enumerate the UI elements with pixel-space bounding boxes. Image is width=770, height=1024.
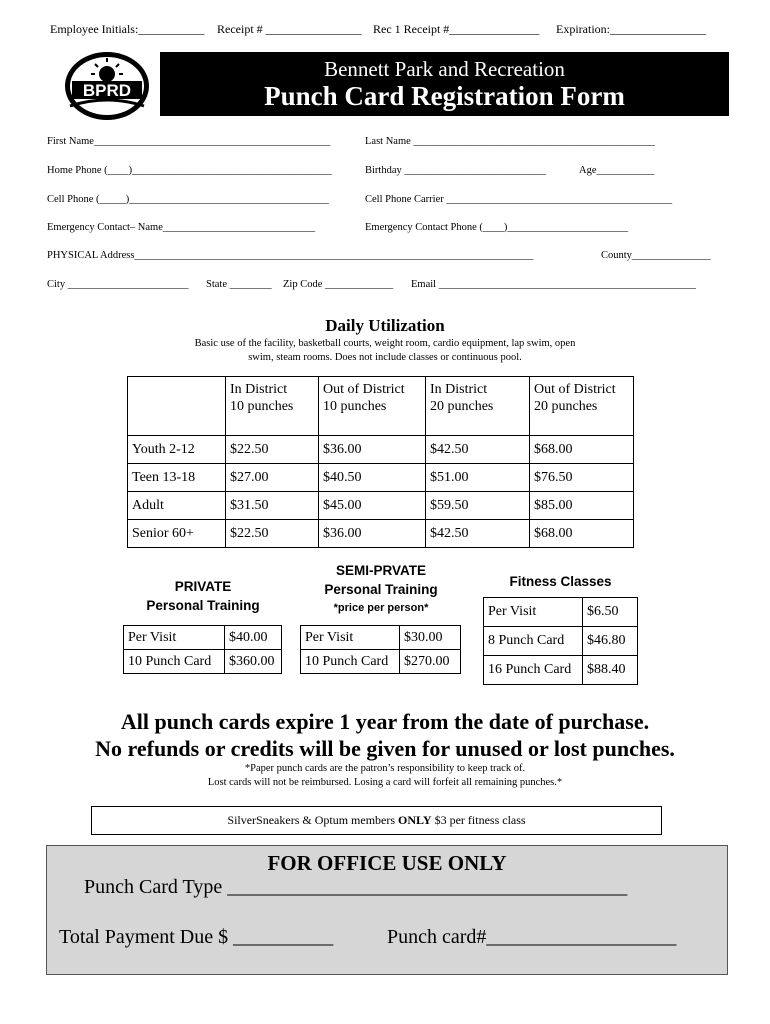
punch-card-type-field[interactable]: Punch Card Type ________________________________________ (84, 876, 628, 898)
row-label: 8 Punch Card (484, 627, 583, 656)
daily-desc-line1: Basic use of the facility, basketball courts, weight room, cardio equipment, lap swim, open (194, 338, 576, 349)
office-use-box (46, 845, 728, 975)
price-cell: $31.50 (226, 492, 319, 520)
price-cell: $36.00 (319, 520, 426, 548)
price-cell: $46.80 (583, 627, 638, 656)
silversneakers-price: $3 per fitness class (431, 813, 526, 827)
private-price-table (123, 625, 282, 674)
last-name-field[interactable]: Last Name ______________________________________________ (365, 136, 655, 147)
price-cell: $88.40 (583, 656, 638, 685)
home-phone-field[interactable]: Home Phone (____)______________________________________ (47, 165, 332, 176)
table-header-row (128, 377, 634, 436)
header-cell: Out of District 10 punches (319, 377, 426, 436)
price-cell: $22.50 (226, 520, 319, 548)
price-cell: $36.00 (319, 436, 426, 464)
price-cell: $30.00 (400, 626, 461, 650)
county-field[interactable]: County_______________ (601, 250, 711, 261)
row-label: Youth 2-12 (128, 436, 226, 464)
semi-private-title (300, 561, 462, 618)
table-row (484, 627, 638, 656)
refund-policy: No refunds or credits will be given for unused or lost punches. (95, 736, 675, 761)
price-cell: $6.50 (583, 598, 638, 627)
row-label: 10 Punch Card (301, 650, 400, 674)
price-cell: $45.00 (319, 492, 426, 520)
private-title-line1: PRIVATE (174, 579, 232, 594)
price-cell: $59.50 (426, 492, 530, 520)
daily-description (0, 337, 770, 365)
semi-title-line1: SEMI-PRVATE (335, 563, 426, 578)
price-cell: $68.00 (530, 520, 634, 548)
silversneakers-box (91, 806, 662, 835)
table-row (124, 626, 282, 650)
daily-utilization-table (127, 376, 634, 548)
private-title (123, 577, 283, 615)
price-cell: $270.00 (400, 650, 461, 674)
silversneakers-only: ONLY (398, 813, 432, 827)
cell-phone-field[interactable]: Cell Phone (_____)______________________________________ (47, 194, 329, 205)
office-use-title: FOR OFFICE USE ONLY (267, 851, 507, 875)
org-name: Bennett Park and Recreation (324, 57, 565, 81)
price-cell: $42.50 (426, 436, 530, 464)
zip-field[interactable]: Zip Code _____________ (283, 279, 394, 290)
expiration-field[interactable]: Expiration:________________ (556, 22, 706, 36)
row-label: Per Visit (124, 626, 225, 650)
email-field[interactable]: Email _________________________________________________ (411, 279, 696, 290)
birthday-field[interactable]: Birthday ___________________________ (365, 165, 547, 176)
table-row (301, 626, 461, 650)
row-label: Per Visit (301, 626, 400, 650)
row-label: Senior 60+ (128, 520, 226, 548)
semi-price-note: *price per person* (333, 602, 429, 614)
table-row (128, 464, 634, 492)
price-cell: $51.00 (426, 464, 530, 492)
first-name-field[interactable]: First Name_____________________________________________ (47, 136, 331, 147)
age-field[interactable]: Age___________ (579, 165, 655, 176)
price-cell: $40.00 (225, 626, 282, 650)
policy-note-line1: *Paper punch cards are the patron’s responsibility to keep track of. (244, 763, 526, 774)
table-row (484, 598, 638, 627)
table-row (128, 492, 634, 520)
fitness-title: Fitness Classes (509, 574, 612, 589)
row-label: 10 Punch Card (124, 650, 225, 674)
row-label: Adult (128, 492, 226, 520)
daily-desc-line2: swim, steam rooms. Does not include classes or continuous pool. (248, 352, 522, 363)
emergency-phone-field[interactable]: Emergency Contact Phone (____)_______________________ (365, 222, 629, 233)
table-row (128, 436, 634, 464)
city-field[interactable]: City _______________________ (47, 279, 189, 290)
private-title-line2: Personal Training (146, 598, 260, 613)
employee-initials-field[interactable]: Employee Initials:___________ (50, 22, 205, 36)
price-cell: $360.00 (225, 650, 282, 674)
price-cell: $42.50 (426, 520, 530, 548)
title-banner (160, 52, 729, 116)
bprd-logo (62, 46, 152, 122)
row-label: Teen 13-18 (128, 464, 226, 492)
logo-text: BPRD (82, 81, 132, 100)
cell-carrier-field[interactable]: Cell Phone Carrier ___________________________________________ (365, 194, 673, 205)
header-cell: Out of District 20 punches (530, 377, 634, 436)
silversneakers-text: SilverSneakers & Optum members (227, 813, 399, 827)
receipt-field[interactable]: Receipt # ________________ (217, 22, 362, 36)
physical-address-field[interactable]: PHYSICAL Address____________________________________________________________________________ (47, 250, 534, 261)
header-cell: In District 20 punches (426, 377, 530, 436)
state-field[interactable]: State ________ (206, 279, 272, 290)
table-row (124, 650, 282, 674)
table-row (484, 656, 638, 685)
price-cell: $68.00 (530, 436, 634, 464)
price-cell: $40.50 (319, 464, 426, 492)
header-blank-cell (128, 377, 226, 436)
price-cell: $22.50 (226, 436, 319, 464)
row-label: 16 Punch Card (484, 656, 583, 685)
semi-private-price-table (300, 625, 461, 674)
expiry-policy: All punch cards expire 1 year from the date of purchase. (120, 709, 650, 734)
price-cell: $76.50 (530, 464, 634, 492)
table-row (301, 650, 461, 674)
form-title: Punch Card Registration Form (264, 81, 625, 111)
policy-note-line2: Lost cards will not be reimbursed. Losing a card will forfeit all remaining punches.* (207, 777, 563, 788)
price-cell: $85.00 (530, 492, 634, 520)
punch-card-number-field[interactable]: Punch card#___________________ (387, 926, 677, 948)
emergency-name-field[interactable]: Emergency Contact– Name_____________________________ (47, 222, 316, 233)
price-cell: $27.00 (226, 464, 319, 492)
table-row (128, 520, 634, 548)
rec1-receipt-field[interactable]: Rec 1 Receipt #_______________ (373, 22, 540, 36)
daily-title: Daily Utilization (325, 316, 445, 335)
total-payment-field[interactable]: Total Payment Due $ __________ (59, 926, 334, 948)
semi-title-line2: Personal Training (324, 582, 438, 597)
row-label: Per Visit (484, 598, 583, 627)
header-cell: In District 10 punches (226, 377, 319, 436)
fitness-price-table (483, 597, 638, 685)
